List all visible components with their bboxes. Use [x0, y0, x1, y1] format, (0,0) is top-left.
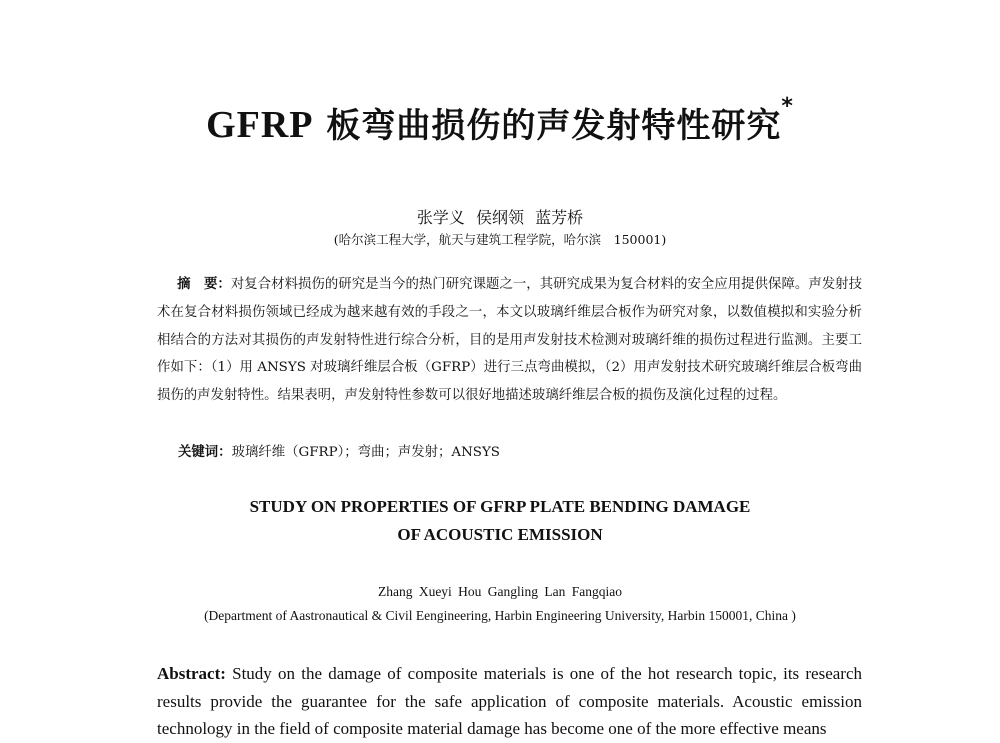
title-chinese: 板弯曲损伤的声发射特性研究 — [313, 106, 782, 146]
abstract-cn-text: 对复合材料损伤的研究是当今的热门研究课题之一，其研究成果为复合材料的安全应用提供保障。声发射技术在复合材料损伤领域已经成为越来越有效的手段之一，本文以玻璃纤维层合板作为研究对象，以数值模拟和实验分析相结合的方法对其损伤的声发射特性进行综合分析，目的是用声发射技术检测对玻璃纤维的损伤过程进行监测。主要工作如下：（1）用 ANSYS 对玻璃纤维层合板（GFRP）进行三点弯曲模拟，（2）用声发射技术研究玻璃纤维层合板弯曲损伤的声发射特性。结果表明，声发射特性参数可以很好地描述玻璃纤维层合板的损伤及演化过程的过程。 — [157, 277, 863, 404]
title-en-line-2: OF ACOUSTIC EMISSION — [397, 525, 603, 544]
keywords-cn — [178, 441, 500, 460]
authors-cn: 张学义 侯纲领 蓝芳桥 — [416, 208, 584, 227]
title-en-line-1: STUDY ON PROPERTIES OF GFRP PLATE BENDING DAMAGE — [249, 497, 751, 516]
paper-title — [0, 94, 1000, 147]
authors-en: Zhang Xueyi Hou Gangling Lan Fangqiao — [377, 584, 623, 599]
abstract-en-text: Study on the damage of composite materials is one of the hot research topic, its research results provide the guarantee for the safe application of composite materials. Acoustic emission technology in the field of composite material damage has become one of the more effective means — [157, 664, 862, 738]
abstract-cn-label: 摘 要： — [177, 277, 231, 292]
abstract-en-label: Abstract: — [157, 664, 226, 683]
affiliation-en: (Department of Aastronautical & Civil Eengineering, Harbin Engineering University, Harbin 150001, China ) — [204, 608, 796, 623]
abstract-cn — [157, 271, 862, 410]
title-footnote-mark: * — [781, 94, 794, 119]
affiliation-cn: (哈尔滨工程大学，航天与建筑工程学院，哈尔滨 150001) — [333, 232, 667, 247]
abstract-en — [157, 660, 862, 743]
keywords-cn-text: 玻璃纤维（GFRP）；弯曲；声发射；ANSYS — [231, 445, 500, 460]
keywords-cn-label: 关键词： — [178, 445, 232, 460]
title-latin: GFRP — [206, 104, 314, 146]
